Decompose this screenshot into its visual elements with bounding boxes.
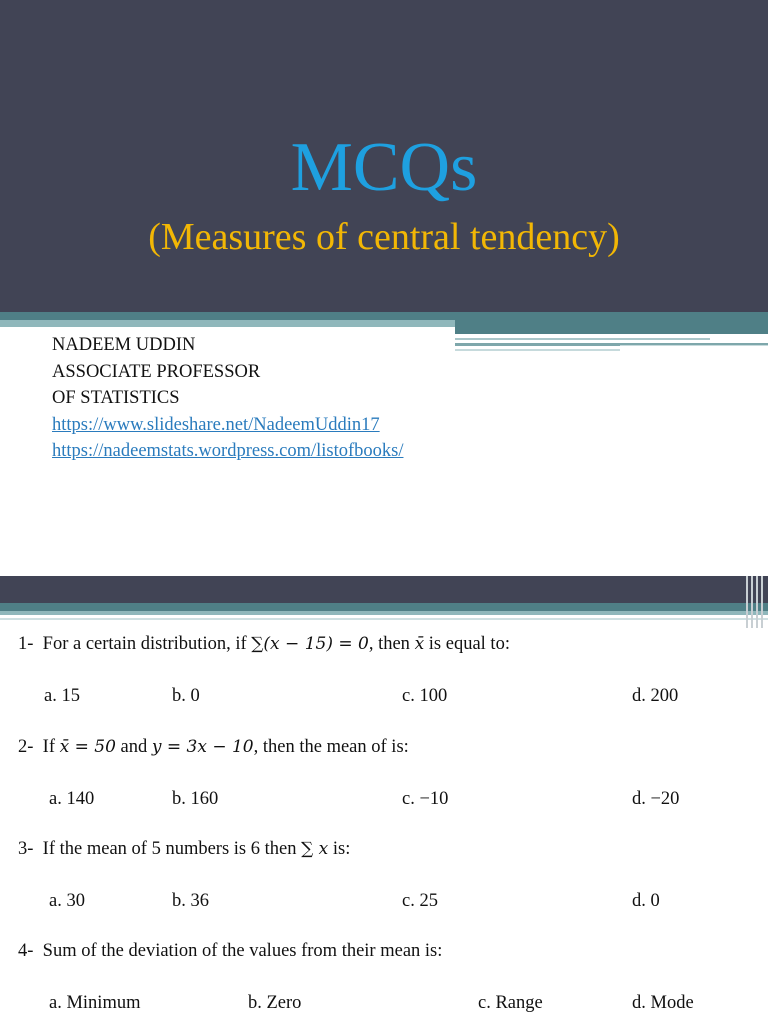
- decorative-stripe: [0, 611, 768, 615]
- question-text: , then: [368, 634, 415, 654]
- decorative-line: [455, 338, 710, 340]
- question-number: 3-: [18, 839, 34, 859]
- question-number: 1-: [18, 634, 34, 654]
- decorative-bar: [746, 576, 748, 628]
- question-number: 2-: [18, 737, 34, 757]
- question-text: For a certain distribution, if: [42, 634, 252, 654]
- question-text: Sum of the deviation of the values from their mean is:: [42, 941, 443, 961]
- decorative-line: [620, 345, 768, 346]
- author-position: ASSOCIATE PROFESSOR: [52, 361, 261, 382]
- option-d[interactable]: d. Mode: [632, 993, 694, 1013]
- option-b[interactable]: b. 160: [172, 789, 219, 809]
- question-math: x̄: [414, 634, 425, 654]
- wordpress-link[interactable]: https://nadeemstats.wordpress.com/listofbooks/: [52, 441, 404, 461]
- question-text: is equal to:: [424, 634, 510, 654]
- question-text: If: [42, 737, 60, 757]
- option-c[interactable]: c. 100: [402, 686, 448, 706]
- question-text: , then the mean of is:: [253, 737, 409, 757]
- option-d[interactable]: d. −20: [632, 789, 680, 809]
- question-math: y = 3x − 10: [151, 737, 254, 757]
- question-text: is:: [328, 839, 351, 859]
- question-1: [18, 632, 510, 656]
- decorative-stripe: [0, 320, 455, 327]
- decorative-stripe: [455, 320, 768, 334]
- option-a[interactable]: a. Minimum: [49, 993, 141, 1013]
- decorative-stripe: [0, 312, 768, 320]
- option-d[interactable]: d. 0: [632, 891, 660, 911]
- option-a[interactable]: a. 15: [44, 686, 80, 706]
- author-block: [52, 332, 403, 465]
- question-3: [18, 837, 350, 861]
- author-department: OF STATISTICS: [52, 388, 180, 408]
- decorative-bar: [756, 576, 758, 628]
- option-b[interactable]: b. 0: [172, 686, 200, 706]
- decorative-bar: [751, 576, 753, 628]
- decorative-line: [0, 618, 768, 620]
- decorative-bar: [761, 576, 763, 628]
- author-name: NADEEM UDDIN: [52, 335, 196, 355]
- question-math: ∑(x − 15) = 0: [251, 634, 369, 654]
- option-b[interactable]: b. 36: [172, 891, 209, 911]
- option-a[interactable]: a. 30: [49, 891, 85, 911]
- option-b[interactable]: b. Zero: [248, 993, 302, 1013]
- question-math: ∑ x: [301, 839, 329, 859]
- question-math: x̄ = 50: [59, 737, 116, 757]
- option-a[interactable]: a. 140: [49, 789, 95, 809]
- title-band: [0, 0, 768, 312]
- option-d[interactable]: d. 200: [632, 686, 679, 706]
- decorative-stripe: [0, 603, 768, 611]
- option-c[interactable]: c. −10: [402, 789, 449, 809]
- question-2: [18, 735, 409, 759]
- question-4: [18, 939, 442, 963]
- question-text: and: [115, 737, 152, 757]
- question-text: If the mean of 5 numbers is 6 then: [42, 839, 302, 859]
- slide-subtitle: (Measures of central tendency): [148, 216, 620, 258]
- option-c[interactable]: c. Range: [478, 993, 543, 1013]
- slide-title: MCQs: [290, 129, 478, 206]
- question-number: 4-: [18, 941, 34, 961]
- header-band: [0, 576, 768, 603]
- slideshare-link[interactable]: https://www.slideshare.net/NadeemUddin17: [52, 414, 380, 435]
- decorative-line: [455, 349, 620, 351]
- option-c[interactable]: c. 25: [402, 891, 438, 911]
